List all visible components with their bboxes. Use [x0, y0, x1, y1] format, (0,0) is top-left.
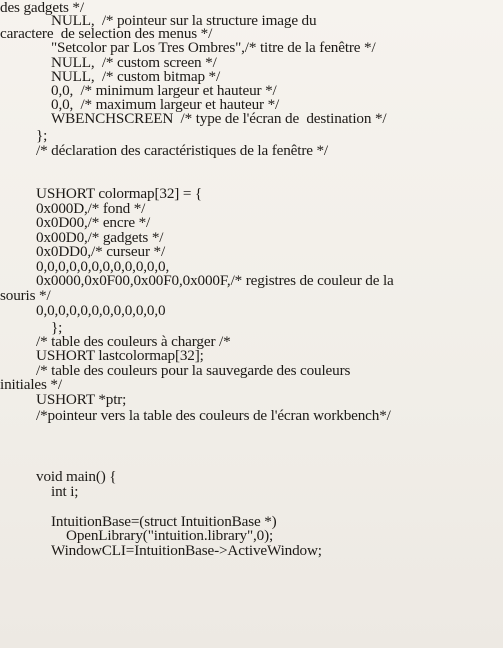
code-line: 0x0000,0x0F00,0x00F0,0x000F,/* registres de couleur de la	[36, 272, 394, 289]
code-line: USHORT colormap[32] = {	[36, 185, 203, 202]
code-line: /* table des couleurs à charger /*	[36, 333, 231, 350]
code-line: 0,0, /* minimum largeur et hauteur */	[51, 82, 277, 99]
code-line: WindowCLI=IntuitionBase->ActiveWindow;	[51, 542, 322, 559]
code-line: /*pointeur vers la table des couleurs de l'écran workbench*/	[36, 407, 391, 424]
code-line: 0x0DD0,/* curseur */	[36, 243, 166, 260]
code-line: IntuitionBase=(struct IntuitionBase *)	[51, 513, 277, 530]
code-line: /* table des couleurs pour la sauvegarde des couleurs	[36, 362, 351, 379]
code-line: void main() {	[36, 468, 117, 485]
code-line: int i;	[51, 483, 79, 500]
code-line: 0,0, /* maximum largeur et hauteur */	[51, 96, 280, 113]
code-line: NULL, /* custom bitmap */	[51, 68, 221, 85]
code-line: souris */	[0, 287, 51, 304]
code-line: 0,0,0,0,0,0,0,0,0,0,0,0	[36, 302, 166, 319]
code-line: /* déclaration des caractéristiques de la fenêtre */	[36, 142, 329, 159]
code-line: };	[51, 319, 63, 336]
code-line: OpenLibrary("intuition.library",0);	[66, 527, 274, 544]
code-line: 0,0,0,0,0,0,0,0,0,0,0,0,	[36, 258, 170, 275]
code-line: 0x0D00,/* encre */	[36, 214, 151, 231]
code-line: WBENCHSCREEN /* type de l'écran de destination */	[51, 110, 387, 127]
code-line: initiales */	[0, 376, 62, 393]
code-line: des gadgets */	[0, 0, 84, 16]
code-line: 0x00D0,/* gadgets */	[36, 229, 164, 246]
code-line: USHORT *ptr;	[36, 391, 127, 408]
code-line: 0x000D,/* fond */	[36, 200, 146, 217]
code-line: NULL, /* custom screen */	[51, 54, 217, 71]
code-line: caractere de selection des menus */	[0, 25, 213, 42]
code-line: NULL, /* pointeur sur la structure image du	[51, 12, 317, 29]
code-line: };	[36, 127, 48, 144]
code-line: "Setcolor par Los Tres Ombres",/* titre de la fenêtre */	[51, 39, 376, 56]
code-line: USHORT lastcolormap[32];	[36, 347, 204, 364]
